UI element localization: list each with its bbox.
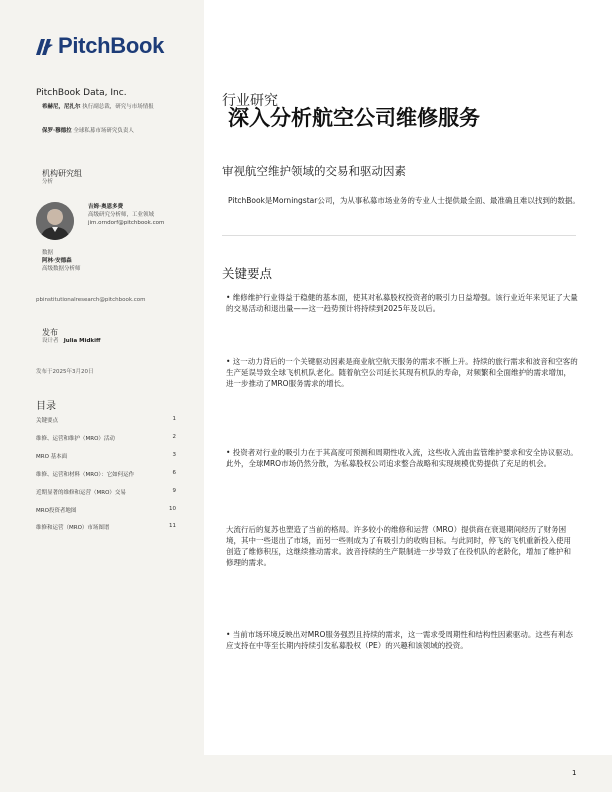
toc-item-page: 11: [169, 523, 176, 529]
group-sub: 分析: [42, 179, 54, 185]
data-credit: [42, 249, 192, 273]
toc-item-label: 维修、运营和维护（MRO）活动: [36, 436, 115, 442]
analyst: [88, 203, 188, 227]
toc-item-label: 关键要点: [36, 418, 59, 424]
author-2: [42, 127, 192, 135]
toc-item[interactable]: [36, 506, 176, 514]
company-name: PitchBook Data, Inc.: [36, 88, 127, 98]
toc-item-label: MRO 基本面: [36, 454, 68, 460]
toc-item[interactable]: [36, 488, 176, 496]
page-number: 1: [572, 769, 577, 777]
toc-item[interactable]: [36, 452, 176, 460]
analyst-name: 吉姆·奥恩多费: [88, 204, 124, 210]
pitchbook-logo-icon: [32, 35, 54, 57]
takeaway-paragraph: • 投资者对行业的吸引力在于其高度可预测和周期性收入流，这些收入流由监管维护要求和安全协议驱动。此外，全球MRO市场仍然分散，为私募股权公司追求整合战略和实现规模优势提供了充足的机会。: [226, 448, 578, 468]
designer-name: Julia Midkiff: [63, 338, 101, 344]
analyst-title: 高级研究分析师，工业领域 jim.orndorf@pitchbook.com: [88, 212, 165, 226]
toc-item[interactable]: [36, 416, 176, 424]
author-1: [42, 103, 192, 111]
analyst-avatar: [36, 202, 74, 240]
toc-item-label: 维修和运营（MRO）市场图谱: [36, 525, 110, 531]
author-2-title: 全球私募市场研究负责人: [73, 128, 134, 134]
toc-item-label: MRO投资者地图: [36, 508, 77, 514]
data-credit-title: 高级数据分析师: [42, 266, 81, 272]
intro-text: PitchBook是Morningstar公司，为从事私募市场业务的专业人士提供最全面、最准确且难以找到的数据。: [228, 196, 580, 205]
designer-label: 设计者: [42, 338, 59, 344]
publishing-heading: 发布: [42, 328, 58, 337]
takeaway-paragraph: • 当前市场环境反映出对MRO服务强烈且持续的需求，这一需求受周期性和结构性因素驱动。这些有利态应支持在中等至长期内持续引发私募股权（PE）的兴趣和该领域的投资。: [226, 630, 573, 650]
avatar-icon: [36, 202, 74, 240]
published-date: 发布于2025年3月20日: [36, 369, 94, 375]
key-takeaways-title: 关键要点: [222, 266, 273, 281]
takeaway-paragraph: 大流行后的复苏也塑造了当前的格局。许多较小的维修和运营（MRO）提供商在衰退期间经历了财务困境，其中一些退出了市场，而另一些则成为了有吸引力的收购目标。与此同时，停飞的飞机重新投入使用创造了维修积压，这继续推动需求。波音持续的生产限制进一步导致了在役机队的老龄化，增加了维护和修理的需求。: [226, 525, 571, 567]
sidebar: [0, 0, 204, 755]
logo-text: PitchBook: [58, 33, 165, 58]
designer-credit: [42, 337, 100, 345]
author-1-title: 执行副总裁，研究与市场情报: [82, 104, 154, 110]
toc-item[interactable]: [36, 434, 176, 442]
footer-band: [0, 755, 612, 792]
author-1-name: 希赫尼，尼扎尔: [42, 104, 81, 110]
divider: [222, 235, 576, 236]
report-title: 深入分析航空公司维修服务: [228, 106, 480, 130]
toc-item-page: 10: [169, 506, 176, 512]
toc-item-label: 维修、运营和材料（MRO）：它如何运作: [36, 472, 135, 478]
toc-item-page: 2: [172, 434, 176, 440]
author-2-name: 保罗·穆德拉: [42, 128, 72, 134]
toc-item-label: 近期显著的维修和运营（MRO）交易: [36, 490, 126, 496]
toc-item-page: 1: [172, 416, 176, 422]
pitchbook-logo[interactable]: [32, 33, 164, 59]
report-subtitle: 审视航空维护领域的交易和驱动因素: [222, 164, 406, 178]
toc-item[interactable]: [36, 470, 176, 478]
takeaway-paragraph: • 维修维护行业得益于稳健的基本面，使其对私募股权投资者的吸引力日益增强。该行业近年来见证了大量的交易活动和退出量——这一趋势预计将持续到2025年及以后。: [226, 293, 578, 313]
toc-item-page: 3: [172, 452, 176, 458]
data-credit-name: 阿林·安德森: [42, 258, 72, 264]
report-kicker: 行业研究: [222, 93, 278, 109]
takeaway-paragraph: • 这一动力背后的一个关键驱动因素是商业航空航天服务的需求不断上升。持续的旅行需求和波音和空客的生产延误导致全球飞机机队老化。随着航空公司延长其现有机队的寿命，对频繁和全面维护的需求增加，进一步推动了MRO服务需求的增长。: [226, 357, 578, 388]
toc-item[interactable]: [36, 523, 176, 531]
contact-email[interactable]: pbinstitutionalresearch@pitchbook.com: [36, 297, 146, 303]
toc-item-page: 6: [172, 470, 176, 476]
group-heading: 机构研究组: [42, 169, 82, 178]
toc-title: 目录: [36, 401, 56, 412]
data-label: 数据: [42, 250, 54, 256]
toc-item-page: 9: [172, 488, 176, 494]
